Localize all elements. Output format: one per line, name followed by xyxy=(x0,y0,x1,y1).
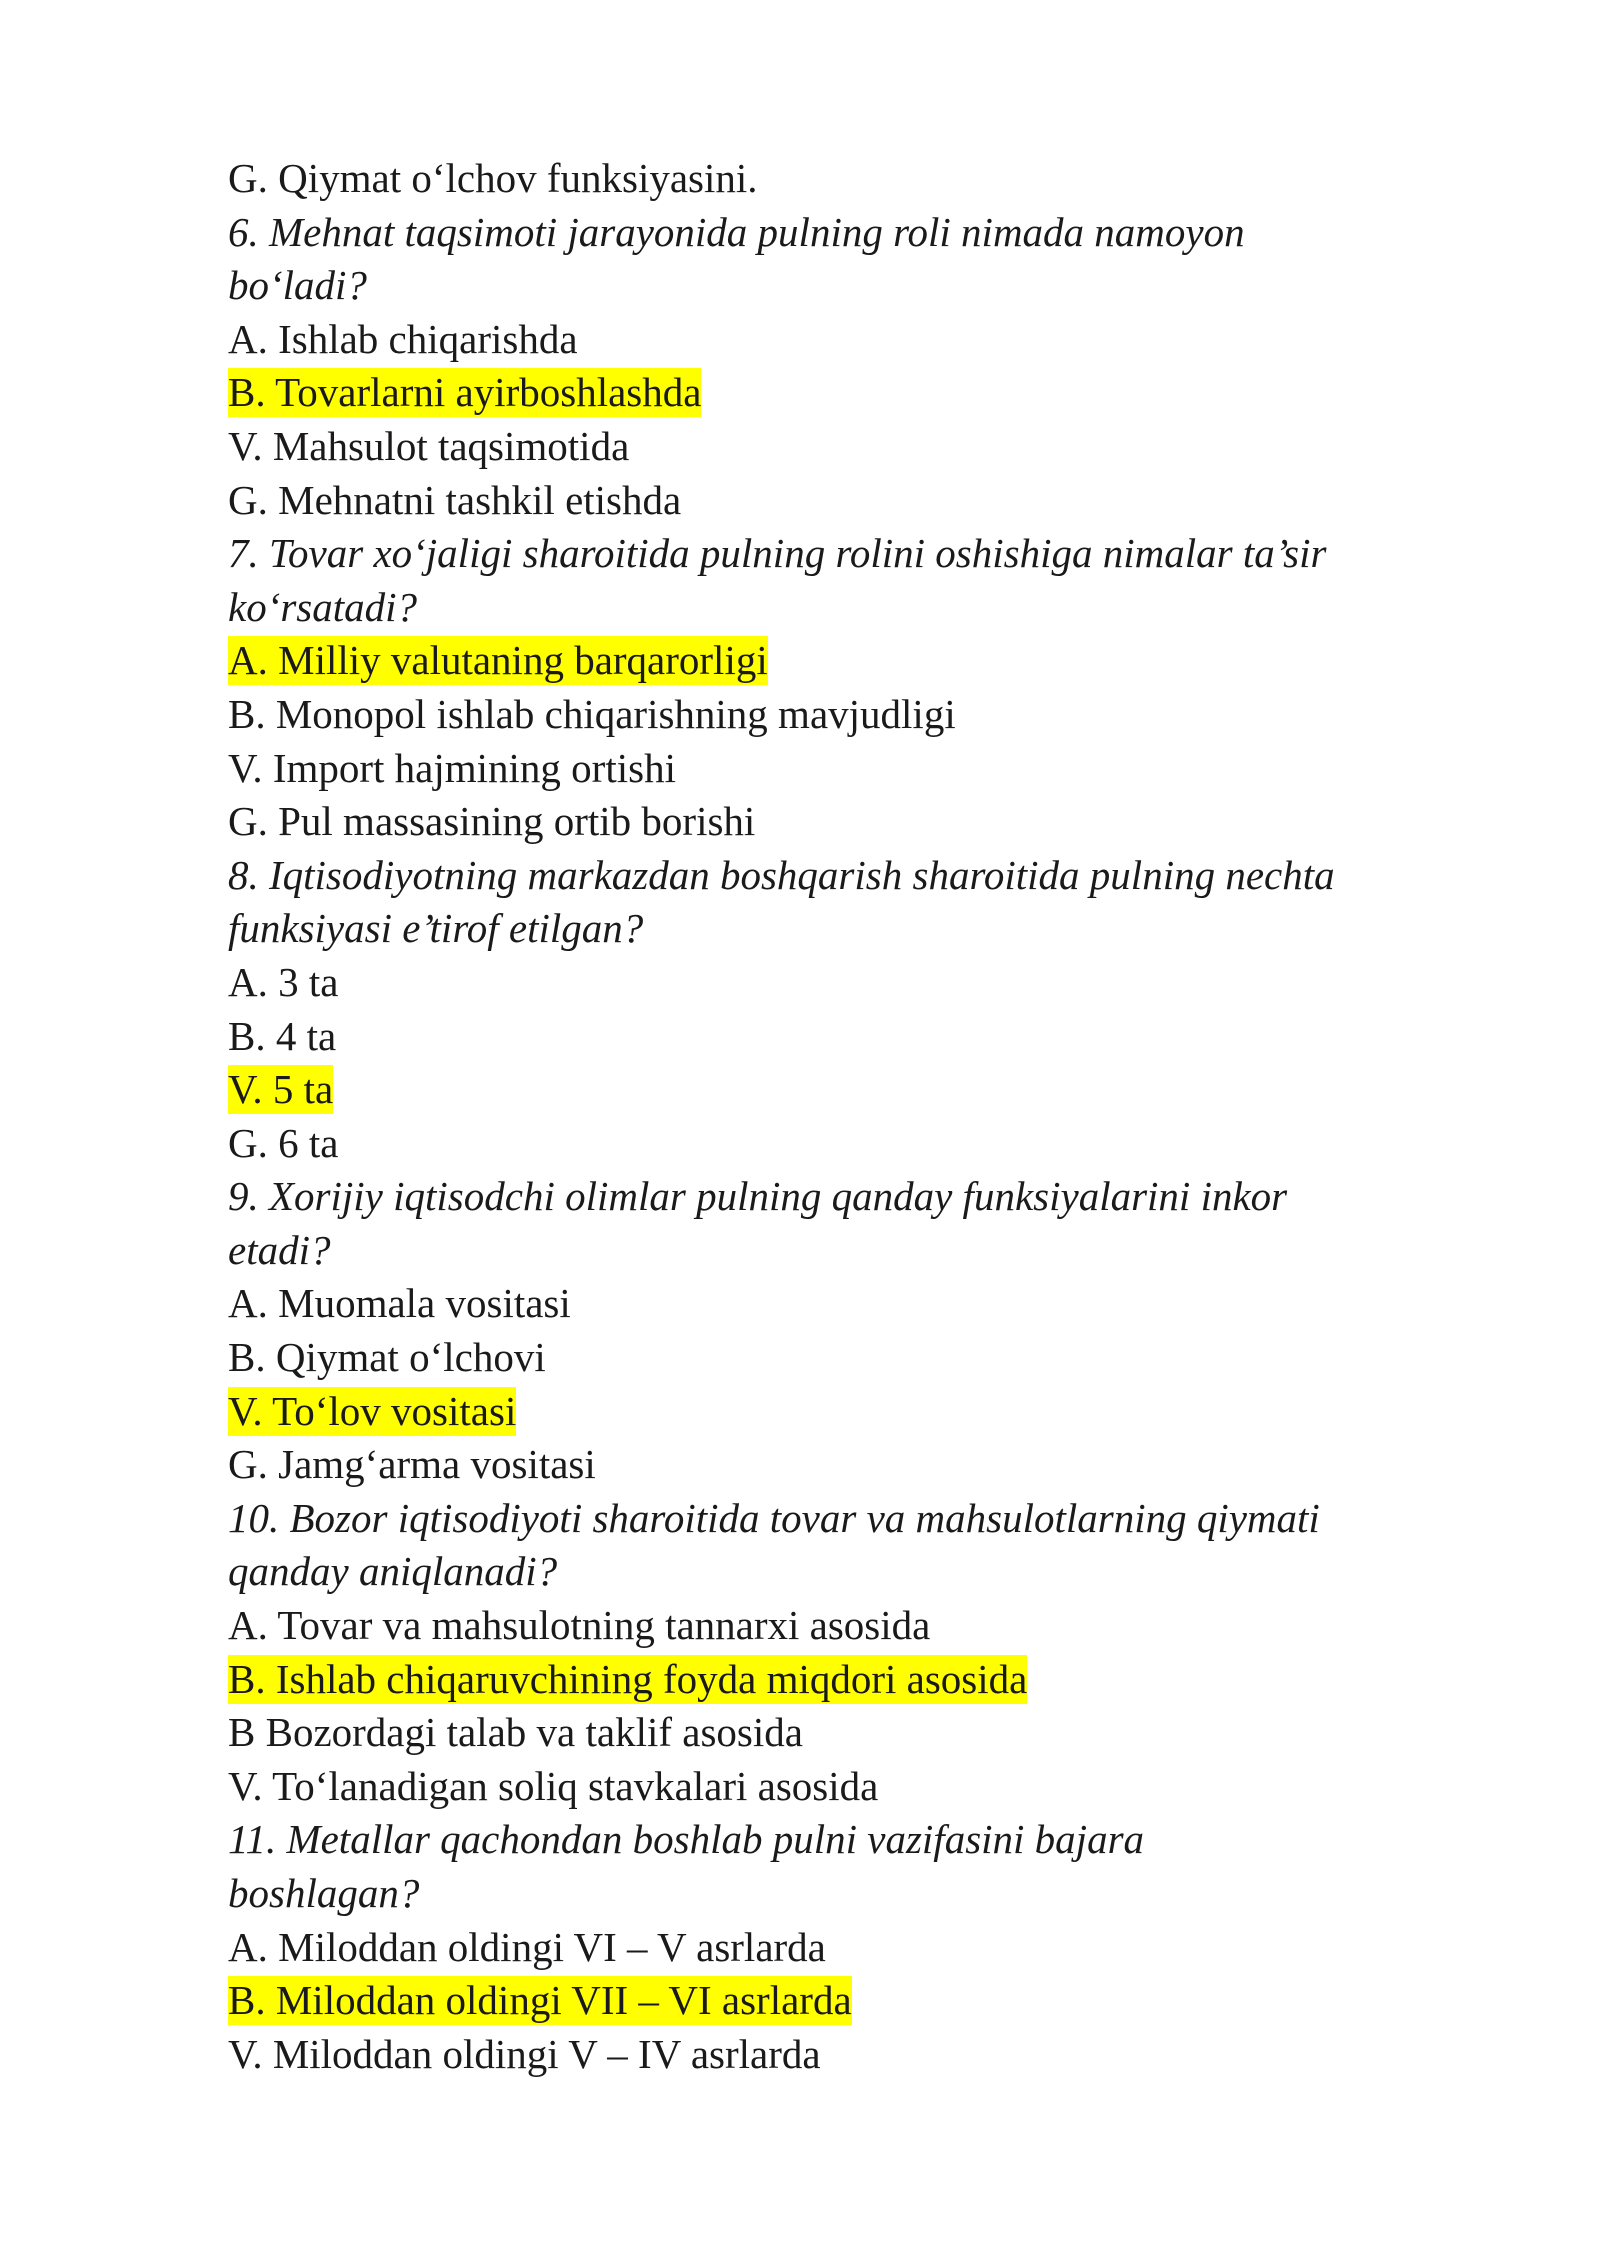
question-line xyxy=(228,1545,1428,1599)
line-text: B. Qiymat o‘lchovi xyxy=(228,1334,546,1381)
question-line xyxy=(228,581,1428,635)
line-text: 11. Metallar qachondan boshlab pulni vazifasini bajara xyxy=(228,1816,1145,1863)
question-line xyxy=(228,527,1428,581)
line-text: bo‘ladi? xyxy=(228,262,367,309)
document-page xyxy=(228,152,1428,2081)
highlighted-answer-line xyxy=(228,1653,1428,1707)
line-text: V. Miloddan oldingi V – IV asrlarda xyxy=(228,2030,821,2077)
answer-line xyxy=(228,1706,1428,1760)
answer-line xyxy=(228,795,1428,849)
question-line xyxy=(228,206,1428,260)
line-text: V. Import hajmining ortishi xyxy=(228,744,676,791)
line-text: B. Tovarlarni ayirboshlashda xyxy=(228,369,702,416)
highlighted-answer-line xyxy=(228,1063,1428,1117)
line-text: G. 6 ta xyxy=(228,1119,339,1166)
answer-line xyxy=(228,152,1428,206)
line-text: V. To‘lanadigan soliq stavkalari asosida xyxy=(228,1762,879,1809)
answer-line xyxy=(228,420,1428,474)
line-text: A. Milliy valutaning barqarorligi xyxy=(228,637,768,684)
question-line xyxy=(228,1170,1428,1224)
question-line xyxy=(228,1813,1428,1867)
answer-line xyxy=(228,2028,1428,2082)
line-text: V. 5 ta xyxy=(228,1066,334,1113)
line-text: 10. Bozor iqtisodiyoti sharoitida tovar va mahsulotlarning qiymati xyxy=(228,1494,1320,1541)
line-text: B Bozordagi talab va taklif asosida xyxy=(228,1709,803,1756)
line-text: 6. Mehnat taqsimoti jarayonida pulning roli nimada namoyon xyxy=(228,208,1245,255)
line-text: boshlagan? xyxy=(228,1870,420,1916)
line-text: A. Muomala vositasi xyxy=(228,1280,571,1327)
line-text: funksiyasi e’tirof etilgan? xyxy=(228,905,644,952)
line-text: G. Mehnatni tashkil etishda xyxy=(228,476,682,523)
question-line xyxy=(228,1224,1428,1278)
answer-line xyxy=(228,1010,1428,1064)
answer-line xyxy=(228,1921,1428,1975)
line-text: qanday aniqlanadi? xyxy=(228,1548,558,1595)
answer-line xyxy=(228,742,1428,796)
answer-line xyxy=(228,1599,1428,1653)
line-text: 9. Xorijiy iqtisodchi olimlar pulning qanday funksiyalarini inkor xyxy=(228,1173,1288,1220)
line-text: G. Pul massasining ortib borishi xyxy=(228,798,756,845)
line-text: V. Mahsulot taqsimotida xyxy=(228,422,630,469)
answer-line xyxy=(228,1760,1428,1814)
line-text: ko‘rsatadi? xyxy=(228,583,418,630)
line-text: B. Ishlab chiqaruvchining foyda miqdori asosida xyxy=(228,1655,1028,1702)
question-line xyxy=(228,259,1428,313)
line-text: B. Monopol ishlab chiqarishning mavjudligi xyxy=(228,690,956,737)
answer-line xyxy=(228,313,1428,367)
line-text: 8. Iqtisodiyotning markazdan boshqarish sharoitida pulning nechta xyxy=(228,851,1335,898)
line-text: V. To‘lov vositasi xyxy=(228,1387,517,1434)
highlighted-answer-line xyxy=(228,366,1428,420)
highlighted-answer-line xyxy=(228,1974,1428,2028)
answer-line xyxy=(228,1117,1428,1171)
line-text: etadi? xyxy=(228,1226,331,1273)
question-line xyxy=(228,849,1428,903)
answer-line xyxy=(228,1438,1428,1492)
question-line xyxy=(228,1867,1428,1921)
line-text: A. 3 ta xyxy=(228,958,339,1005)
line-text: B. 4 ta xyxy=(228,1012,337,1059)
line-text: A. Miloddan oldingi VI – V asrlarda xyxy=(228,1923,826,1970)
answer-line xyxy=(228,474,1428,528)
highlighted-answer-line xyxy=(228,634,1428,688)
question-line xyxy=(228,902,1428,956)
line-text: A. Tovar va mahsulotning tannarxi asosida xyxy=(228,1602,931,1649)
line-text: B. Miloddan oldingi VII – VI asrlarda xyxy=(228,1977,852,2024)
line-text: G. Qiymat o‘lchov funksiyasini. xyxy=(228,155,758,201)
highlighted-answer-line xyxy=(228,1385,1428,1439)
answer-line xyxy=(228,956,1428,1010)
question-line xyxy=(228,1492,1428,1546)
line-text: A. Ishlab chiqarishda xyxy=(228,315,578,362)
answer-line xyxy=(228,1331,1428,1385)
line-text: 7. Tovar xo‘jaligi sharoitida pulning rolini oshishiga nimalar ta’sir xyxy=(228,530,1327,577)
answer-line xyxy=(228,1277,1428,1331)
answer-line xyxy=(228,688,1428,742)
line-text: G. Jamg‘arma vositasi xyxy=(228,1441,596,1488)
